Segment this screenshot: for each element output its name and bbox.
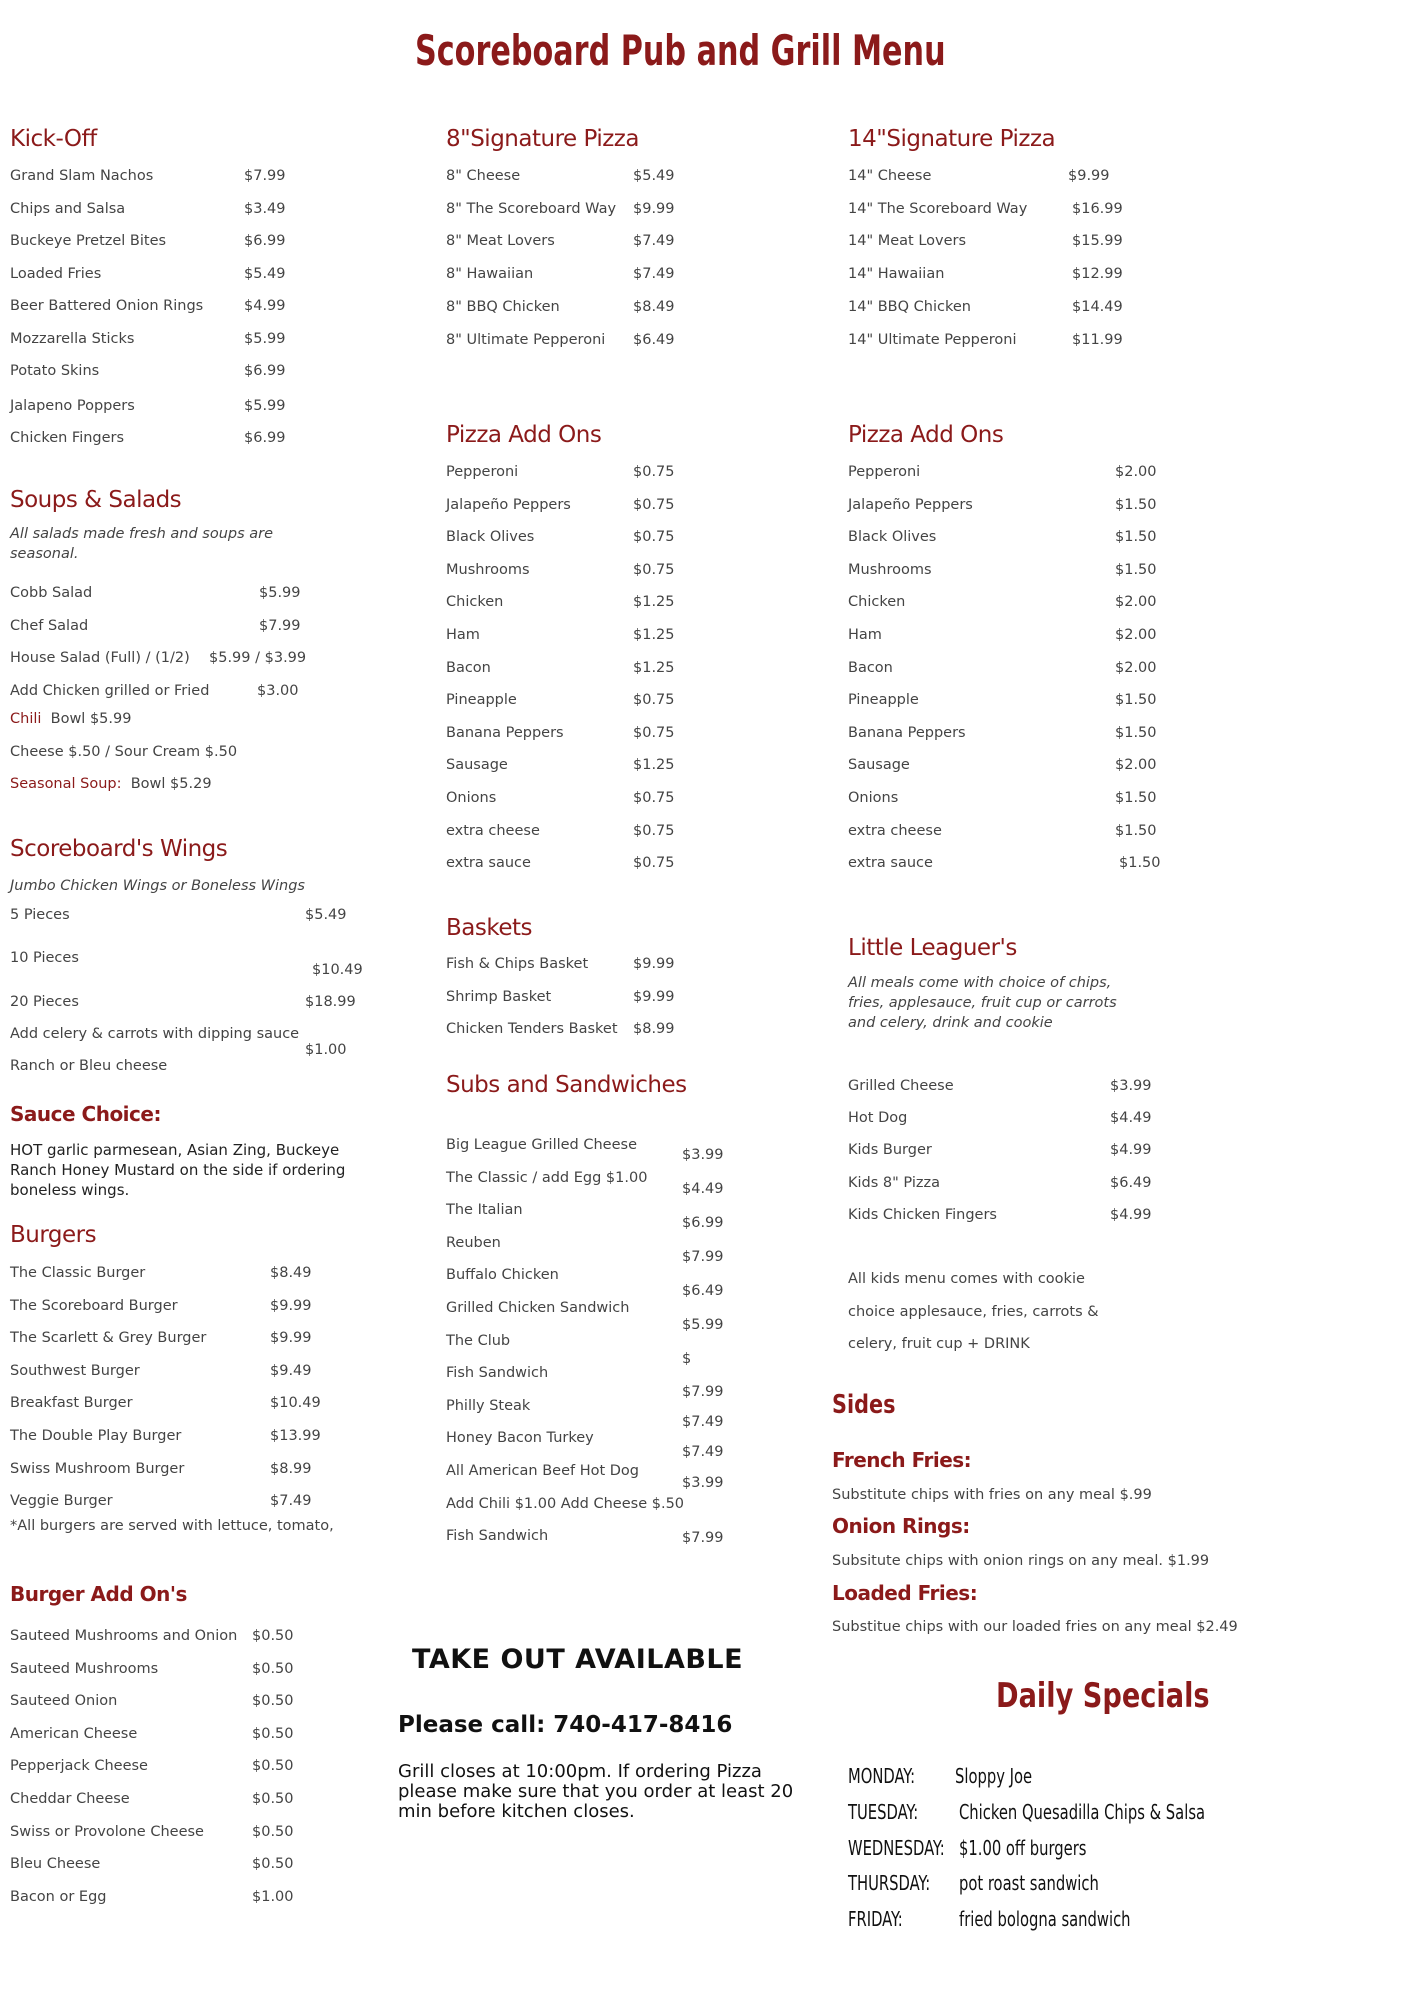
burger-item-name: The Double Play Burger <box>10 1428 182 1444</box>
kickoff-item-price: $7.99 <box>244 168 286 184</box>
pizza8-item-name: 8" BBQ Chicken <box>446 298 560 315</box>
addon8-item-price: $0.75 <box>633 790 675 806</box>
addon14-item-name: Sausage <box>848 757 910 774</box>
addon14-item-price: $2.00 <box>1115 464 1157 480</box>
addon14-item-price: $2.00 <box>1115 627 1157 643</box>
sandwich-name: Big League Grilled Cheese <box>446 1137 637 1153</box>
sandwich-name: The Italian <box>446 1202 523 1219</box>
sides-text: Substitute chips with fries on any meal $.99 <box>832 1487 1152 1503</box>
kids-footer-line: All kids menu comes with cookie <box>848 1271 1085 1287</box>
burger-addon-item-name: Swiss or Provolone Cheese <box>10 1823 204 1840</box>
sides-label: Loaded Fries: <box>832 1581 978 1605</box>
pizza14-item-price: $15.99 <box>1072 233 1123 250</box>
chili-text: Bowl $5.99 <box>50 711 132 727</box>
burger-item-name: Breakfast Burger <box>10 1395 133 1412</box>
sides-label: Onion Rings: <box>832 1514 970 1538</box>
addon8-item-name: Banana Peppers <box>446 724 564 741</box>
addon8-item-name: Chicken <box>446 594 504 611</box>
addon8-item-name: extra sauce <box>446 855 531 872</box>
kids-footer-line: choice applesauce, fries, carrots & <box>848 1304 1099 1320</box>
sandwich-name: Fish Sandwich <box>446 1365 549 1382</box>
kickoff-item-name: Chicken Fingers <box>10 430 125 446</box>
special-day: WEDNESDAY: <box>848 1835 945 1860</box>
kids-item-price: $4.99 <box>1110 1207 1152 1223</box>
addon14-item-name: Bacon <box>848 659 893 676</box>
addon8-item-name: Mushrooms <box>446 561 530 578</box>
salad-item-name: Chef Salad <box>10 617 89 634</box>
special-item: Sloppy Joe <box>955 1764 1033 1788</box>
pizza8-item-name: 8" Hawaiian <box>446 266 534 283</box>
burger-addon-item-price: $0.50 <box>252 1725 294 1742</box>
pizza14-item-price: $12.99 <box>1072 266 1123 283</box>
wings-heading: Scoreboard's Wings <box>10 836 228 862</box>
basket-item-name: Fish & Chips Basket <box>446 956 589 972</box>
addon8-item-name: Bacon <box>446 659 491 676</box>
addon14-item-name: Black Olives <box>848 529 937 546</box>
burger-item-price: $7.49 <box>270 1493 312 1510</box>
phone-number: Please call: 740-417-8416 <box>398 1712 733 1738</box>
burger-addon-item-price: $0.50 <box>252 1823 294 1840</box>
burger-item-price: $9.99 <box>270 1330 312 1347</box>
kickoff-item-price: $5.99 <box>244 331 286 347</box>
kickoff-item-name: Buckeye Pretzel Bites <box>10 233 167 249</box>
sandwich-name: Add Chili $1.00 Add Cheese $.50 <box>446 1495 685 1512</box>
addon8-item-price: $1.25 <box>633 757 675 774</box>
specials-heading: Daily Specials <box>996 1676 1210 1716</box>
sauce-heading: Sauce Choice: <box>10 1102 161 1126</box>
burgers-footnote: *All burgers are served with lettuce, tomato, <box>10 1518 334 1534</box>
seasonal-line <box>10 776 212 792</box>
salad-item-name: Add Chicken grilled or Fried <box>10 682 210 699</box>
pizza8-item-price: $8.49 <box>633 298 675 315</box>
kickoff-item-name: Chips and Salsa <box>10 201 126 217</box>
kickoff-item-price: $6.99 <box>244 363 286 379</box>
addon14-item-name: extra sauce <box>848 855 933 872</box>
burger-addon-item-price: $0.50 <box>252 1856 294 1873</box>
addon8-item-price: $0.75 <box>633 464 675 480</box>
cheese-line: Cheese $.50 / Sour Cream $.50 <box>10 744 238 760</box>
sandwich-price: $4.49 <box>682 1181 724 1197</box>
pizza8-item-price: $6.49 <box>633 331 675 348</box>
addon8-item-price: $0.75 <box>633 855 675 872</box>
addon8-item-price: $0.75 <box>633 529 675 546</box>
special-item: $1.00 off burgers <box>959 1835 1087 1860</box>
kids-item-price: $3.99 <box>1110 1078 1152 1094</box>
celery-price: $1.00 <box>305 1042 347 1058</box>
addon8-item-name: Pineapple <box>446 692 517 709</box>
kids-item-name: Kids 8" Pizza <box>848 1175 940 1191</box>
wings-price: $18.99 <box>305 994 356 1010</box>
addon14-item-price: $2.00 <box>1115 659 1157 676</box>
wings-item: 20 Pieces <box>10 994 79 1010</box>
addon8-item-price: $1.25 <box>633 627 675 643</box>
burger-item-name: Swiss Mushroom Burger <box>10 1460 185 1477</box>
sandwich-name: Buffalo Chicken <box>446 1267 559 1284</box>
addon8-item-price: $1.25 <box>633 594 675 611</box>
page-title: Scoreboard Pub and Grill Menu <box>415 26 946 75</box>
sandwich-name: Philly Steak <box>446 1397 531 1414</box>
addon14-item-price: $1.50 <box>1115 561 1157 578</box>
addon14-item-price: $1.50 <box>1115 529 1157 546</box>
sandwich-name: The Club <box>446 1332 511 1349</box>
addon8-item-price: $1.25 <box>633 659 675 676</box>
addon14-item-name: Onions <box>848 790 899 806</box>
kickoff-item-price: $4.99 <box>244 298 286 314</box>
special-day: TUESDAY: <box>848 1799 919 1824</box>
burger-item-price: $10.49 <box>270 1395 321 1412</box>
sides-text: Subsitute chips with onion rings on any meal. $1.99 <box>832 1553 1210 1569</box>
burger-addon-item-price: $0.50 <box>252 1693 294 1710</box>
celery-line: Add celery & carrots with dipping sauce <box>10 1026 300 1042</box>
addon14-item-price: $1.50 <box>1119 855 1161 872</box>
sandwich-price: $7.99 <box>682 1384 724 1400</box>
addon8-item-name: Black Olives <box>446 529 535 546</box>
sandwich-name: All American Beef Hot Dog <box>446 1463 640 1479</box>
sandwich-price: $7.49 <box>682 1444 724 1460</box>
burgers-heading: Burgers <box>10 1222 97 1248</box>
pizza14-item-name: 14" Hawaiian <box>848 266 945 283</box>
sandwich-price: $5.99 <box>682 1317 724 1333</box>
sandwich-name: Reuben <box>446 1234 501 1251</box>
burger-addon-item-name: Sauteed Mushrooms <box>10 1660 159 1677</box>
burger-item-name: Southwest Burger <box>10 1362 140 1379</box>
addon8-item-price: $0.75 <box>633 822 675 839</box>
pizza14-item-name: 14" Cheese <box>848 168 932 184</box>
burger-addon-item-name: Bleu Cheese <box>10 1856 101 1873</box>
addon8-item-price: $0.75 <box>633 724 675 741</box>
addon8-item-name: Jalapeño Peppers <box>446 496 571 513</box>
burger-addons-heading: Burger Add On's <box>10 1582 187 1606</box>
addon8-item-price: $0.75 <box>633 692 675 709</box>
burger-item-price: $9.99 <box>270 1297 312 1314</box>
addon14-item-price: $1.50 <box>1115 790 1157 806</box>
basket-item-price: $8.99 <box>633 1021 675 1038</box>
ranch-line: Ranch or Bleu cheese <box>10 1058 168 1074</box>
burger-addon-item-price: $1.00 <box>252 1888 294 1905</box>
pizza14-item-price: $9.99 <box>1068 168 1110 184</box>
pizza14-item-name: 14" BBQ Chicken <box>848 298 971 315</box>
pizza14-item-price: $14.49 <box>1072 298 1123 315</box>
sandwich-price: $6.49 <box>682 1283 724 1299</box>
addon14-item-name: Pineapple <box>848 692 919 709</box>
basket-item-name: Chicken Tenders Basket <box>446 1021 618 1038</box>
burger-item-name: The Classic Burger <box>10 1265 146 1281</box>
addons14-heading: Pizza Add Ons <box>848 422 1004 448</box>
pizza14-item-price: $16.99 <box>1072 200 1123 217</box>
sandwich-price: $7.99 <box>682 1249 724 1265</box>
baskets-heading: Baskets <box>446 915 533 941</box>
salad-item-price: $5.99 <box>259 585 301 601</box>
addon14-item-price: $1.50 <box>1115 822 1157 839</box>
special-item: fried bologna sandwich <box>959 1907 1131 1932</box>
sides-text: Substitue chips with our loaded fries on any meal $2.49 <box>832 1619 1238 1635</box>
kids-item-name: Kids Chicken Fingers <box>848 1207 997 1223</box>
takeout-heading: TAKE OUT AVAILABLE <box>412 1644 744 1675</box>
kickoff-item-name: Potato Skins <box>10 363 100 379</box>
sandwich-name: Honey Bacon Turkey <box>446 1430 594 1447</box>
sandwich-price: $7.49 <box>682 1414 724 1430</box>
special-day: FRIDAY: <box>848 1907 903 1932</box>
salad-item-price: $7.99 <box>259 617 301 634</box>
wings-item: 5 Pieces <box>10 907 70 923</box>
special-item: pot roast sandwich <box>959 1871 1099 1896</box>
kickoff-item-name: Jalapeno Poppers <box>10 398 135 414</box>
wings-item: 10 Pieces <box>10 950 79 966</box>
addon8-item-price: $0.75 <box>633 561 675 578</box>
basket-item-price: $9.99 <box>633 956 675 972</box>
addon8-item-name: Sausage <box>446 757 508 774</box>
addon8-item-name: Ham <box>446 627 480 643</box>
pizza8-heading: 8"Signature Pizza <box>446 126 639 152</box>
sandwich-price: $6.99 <box>682 1215 724 1231</box>
kickoff-item-name: Loaded Fries <box>10 266 102 282</box>
burger-item-name: The Scoreboard Burger <box>10 1297 178 1314</box>
burger-item-name: Veggie Burger <box>10 1493 113 1510</box>
burger-item-price: $13.99 <box>270 1428 321 1444</box>
pizza14-heading: 14"Signature Pizza <box>848 126 1056 152</box>
burger-item-price: $8.99 <box>270 1460 312 1477</box>
burger-addon-item-price: $0.50 <box>252 1758 294 1775</box>
addon14-item-name: Banana Peppers <box>848 724 966 741</box>
kickoff-item-price: $5.99 <box>244 398 286 414</box>
addon14-item-price: $1.50 <box>1115 724 1157 741</box>
pizza14-item-name: 14" Meat Lovers <box>848 233 967 250</box>
kids-note: All meals come with choice of chips, fries, applesauce, fruit cup or carrots and celery, drink and cookie <box>848 975 1117 1031</box>
burger-addon-item-name: Pepperjack Cheese <box>10 1758 148 1775</box>
addon14-item-name: Ham <box>848 627 882 643</box>
salad-item-name: House Salad (Full) / (1/2) <box>10 650 190 667</box>
sides-label: French Fries: <box>832 1448 972 1472</box>
seasonal-text: Bowl $5.29 <box>130 776 212 792</box>
wings-price: $10.49 <box>312 962 363 978</box>
addon8-item-name: extra cheese <box>446 822 540 839</box>
addon14-item-price: $1.50 <box>1115 496 1157 513</box>
kickoff-item-price: $5.49 <box>244 266 286 282</box>
chili-label: Chili <box>10 711 42 727</box>
sandwich-name: The Classic / add Egg $1.00 <box>446 1169 648 1186</box>
kids-footer-line: celery, fruit cup + DRINK <box>848 1336 1030 1352</box>
addon14-item-price: $2.00 <box>1115 594 1157 611</box>
addon14-item-price: $1.50 <box>1115 692 1157 709</box>
sides-heading: Sides <box>832 1390 896 1420</box>
salad-item-price: $5.99 / $3.99 <box>209 650 307 667</box>
sandwich-price: $3.99 <box>682 1147 724 1163</box>
special-day: MONDAY: <box>848 1764 916 1788</box>
soups-heading: Soups & Salads <box>10 487 182 513</box>
sandwich-name: Grilled Chicken Sandwich <box>446 1300 630 1316</box>
addons8-heading: Pizza Add Ons <box>446 422 602 448</box>
burger-item-price: $9.49 <box>270 1362 312 1379</box>
kickoff-heading: Kick-Off <box>10 126 97 152</box>
kickoff-item-name: Mozzarella Sticks <box>10 331 135 347</box>
addon8-item-price: $0.75 <box>633 496 675 513</box>
addon14-item-name: extra cheese <box>848 822 942 839</box>
pizza8-item-price: $5.49 <box>633 168 675 184</box>
addon14-item-name: Mushrooms <box>848 561 932 578</box>
pizza14-item-price: $11.99 <box>1072 331 1123 348</box>
basket-item-price: $9.99 <box>633 988 675 1005</box>
pizza8-item-name: 8" Meat Lovers <box>446 233 555 250</box>
kids-item-price: $4.49 <box>1110 1110 1152 1126</box>
grill-note: Grill closes at 10:00pm. If ordering Pizza please make sure that you order at least 20 min before kitchen closes. <box>398 1761 794 1822</box>
pizza14-item-name: 14" The Scoreboard Way <box>848 200 1028 217</box>
kids-item-price: $4.99 <box>1110 1142 1152 1158</box>
addon14-item-name: Jalapeño Peppers <box>848 496 973 513</box>
sandwich-price: $ <box>682 1351 692 1367</box>
kids-item-name: Hot Dog <box>848 1110 908 1126</box>
burger-addon-item-name: American Cheese <box>10 1725 138 1742</box>
special-day: THURSDAY: <box>848 1871 931 1896</box>
pizza8-item-name: 8" The Scoreboard Way <box>446 200 617 217</box>
burger-addon-item-name: Sauteed Mushrooms and Onion <box>10 1628 238 1644</box>
sauce-text: HOT garlic parmesean, Asian Zing, Buckeye Ranch Honey Mustard on the side if ordering boneless wings. <box>10 1141 346 1199</box>
pizza8-item-price: $9.99 <box>633 200 675 217</box>
burger-addon-item-price: $0.50 <box>252 1791 294 1807</box>
pizza14-item-name: 14" Ultimate Pepperoni <box>848 331 1017 348</box>
burger-addon-item-name: Cheddar Cheese <box>10 1791 130 1807</box>
kickoff-item-price: $6.99 <box>244 233 286 249</box>
addon14-item-name: Chicken <box>848 594 906 611</box>
addon14-item-price: $2.00 <box>1115 757 1157 774</box>
basket-item-name: Shrimp Basket <box>446 988 552 1005</box>
pizza8-item-name: 8" Cheese <box>446 168 521 184</box>
kickoff-item-price: $6.99 <box>244 430 286 446</box>
pizza8-item-price: $7.49 <box>633 233 675 250</box>
addon14-item-name: Pepperoni <box>848 464 921 480</box>
wings-price: $5.49 <box>305 907 347 923</box>
burger-addon-item-name: Bacon or Egg <box>10 1888 107 1905</box>
chili-line <box>10 711 131 727</box>
pizza8-item-name: 8" Ultimate Pepperoni <box>446 331 606 348</box>
addon8-item-name: Pepperoni <box>446 464 519 480</box>
salad-item-name: Cobb Salad <box>10 585 93 601</box>
kickoff-item-name: Beer Battered Onion Rings <box>10 298 204 314</box>
kickoff-item-price: $3.49 <box>244 201 286 217</box>
sandwich-price: $7.99 <box>682 1530 724 1546</box>
seasonal-label: Seasonal Soup: <box>10 776 122 792</box>
burger-item-name: The Scarlett & Grey Burger <box>10 1330 207 1347</box>
special-item: Chicken Quesadilla Chips & Salsa <box>959 1799 1206 1824</box>
kids-item-name: Kids Burger <box>848 1142 932 1158</box>
burger-item-price: $8.49 <box>270 1265 312 1281</box>
kids-item-price: $6.49 <box>1110 1175 1152 1191</box>
wings-note: Jumbo Chicken Wings or Boneless Wings <box>10 878 305 894</box>
burger-addon-item-price: $0.50 <box>252 1628 294 1644</box>
burger-addon-item-name: Sauteed Onion <box>10 1693 118 1710</box>
addon8-item-name: Onions <box>446 790 497 806</box>
burger-addon-item-price: $0.50 <box>252 1660 294 1677</box>
pizza8-item-price: $7.49 <box>633 266 675 283</box>
salad-item-price: $3.00 <box>257 682 299 699</box>
kickoff-item-name: Grand Slam Nachos <box>10 168 154 184</box>
kids-item-name: Grilled Cheese <box>848 1078 954 1094</box>
sandwich-price: $3.99 <box>682 1475 724 1491</box>
soups-note: All salads made fresh and soups are seasonal. <box>10 526 274 562</box>
kids-heading: Little Leaguer's <box>848 935 1017 961</box>
subs-heading: Subs and Sandwiches <box>446 1072 687 1098</box>
sandwich-name: Fish Sandwich <box>446 1528 549 1545</box>
